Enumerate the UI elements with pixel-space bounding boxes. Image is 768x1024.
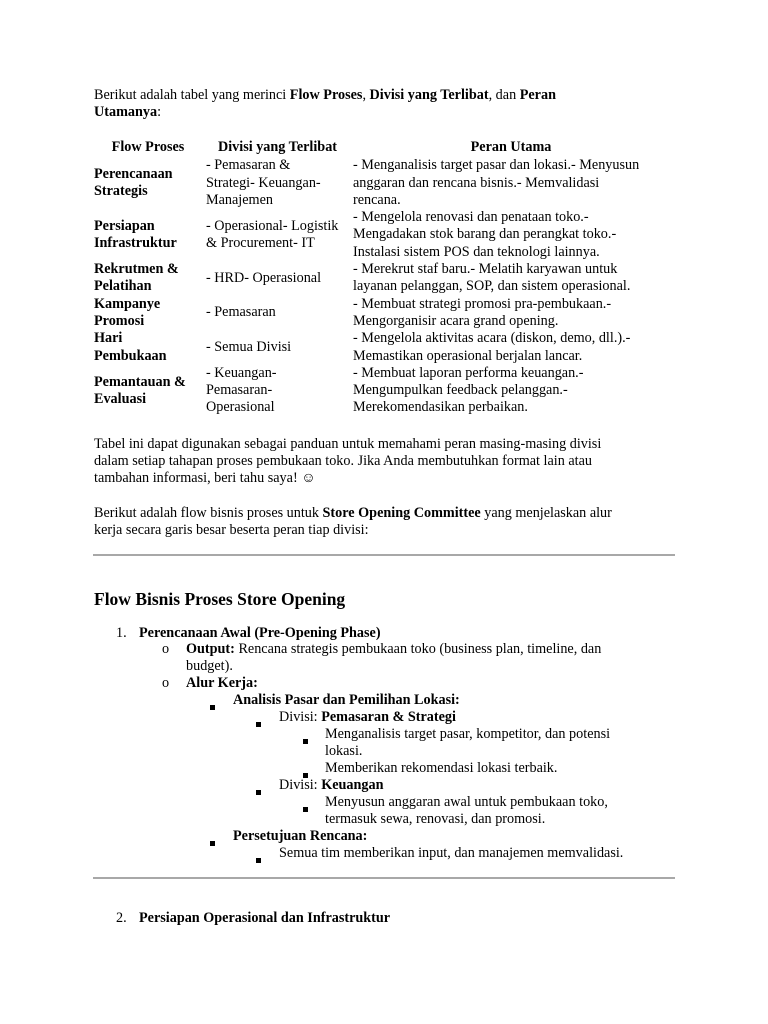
note-line: tambahan informasi, beri tahu saya! ☺ bbox=[94, 470, 316, 486]
table-row bbox=[92, 261, 671, 296]
divisi-cell bbox=[204, 330, 351, 365]
list-item-continuation: termasuk sewa, renovasi, dan promosi. bbox=[325, 811, 546, 827]
analisis-label: Analisis Pasar dan Pemilihan Lokasi: bbox=[233, 692, 460, 708]
flow-intro-text: yang menjelaskan alur bbox=[480, 505, 612, 521]
list-item: Semua tim memberikan input, dan manajemen memvalidasi. bbox=[279, 845, 624, 861]
cell-line: - Merekrut staf baru.- Melatih karyawan untuk bbox=[353, 261, 618, 278]
table-header-row bbox=[92, 138, 671, 157]
peran-cell bbox=[351, 296, 671, 331]
divisi-name: Pemasaran & Strategi bbox=[321, 709, 456, 725]
table-row bbox=[92, 365, 671, 417]
intro-text: : bbox=[157, 104, 162, 120]
divisi-prefix: Divisi: bbox=[279, 709, 322, 725]
intro-paragraph bbox=[94, 87, 634, 121]
cell-line: Hari bbox=[94, 330, 123, 347]
list-item-continuation: lokasi. bbox=[325, 743, 363, 759]
header-divisi: Divisi yang Terlibat bbox=[217, 139, 338, 155]
cell-line: Merekomendasikan perbaikan. bbox=[353, 399, 528, 416]
flow-cell bbox=[92, 330, 204, 365]
alur-kerja-label: Alur Kerja: bbox=[186, 675, 258, 691]
divisi-cell bbox=[204, 261, 351, 296]
header-peran: Peran Utama bbox=[470, 139, 552, 155]
step-number: 1. bbox=[116, 625, 127, 641]
section-title: Flow Bisnis Proses Store Opening bbox=[94, 589, 346, 609]
note-paragraph bbox=[94, 436, 674, 487]
cell-line: Instalasi sistem POS dan teknologi lainnya. bbox=[353, 243, 600, 260]
peran-cell bbox=[351, 261, 671, 296]
note-line: dalam setiap tahapan proses pembukaan toko. Jika Anda membutuhkan format lain atau bbox=[94, 453, 592, 469]
cell-line: Pemasaran- bbox=[206, 382, 273, 399]
cell-line: Operasional bbox=[206, 399, 275, 416]
square-bullet-icon bbox=[256, 851, 261, 868]
cell-line: rencana. bbox=[353, 191, 401, 208]
cell-line: Mengumpulkan feedback pelanggan.- bbox=[353, 382, 568, 399]
output-line-2: budget). bbox=[186, 658, 233, 674]
intro-text: , bbox=[362, 87, 370, 103]
step-2 bbox=[116, 910, 390, 927]
persetujuan-label: Persetujuan Rencana: bbox=[233, 828, 368, 844]
step-title: Perencanaan Awal (Pre-Opening Phase) bbox=[139, 625, 381, 641]
cell-line: Pemantauan & bbox=[94, 373, 186, 390]
cell-line: - Operasional- Logistik bbox=[206, 217, 339, 234]
divisi-line-pemasaran bbox=[279, 709, 456, 726]
divisi-line-keuangan bbox=[279, 777, 383, 794]
step-1 bbox=[116, 625, 381, 642]
flow-cell bbox=[92, 157, 204, 209]
output-text: Rencana strategis pembukaan toko (business plan, timeline, dan bbox=[234, 641, 602, 657]
step-number: 2. bbox=[116, 910, 127, 926]
flow-intro-bold: Store Opening Committee bbox=[322, 505, 481, 521]
cell-line: - Keuangan- bbox=[206, 364, 277, 381]
peran-cell bbox=[351, 209, 671, 261]
cell-line: Pelatihan bbox=[94, 278, 152, 295]
cell-line: layanan pelanggan, SOP, dan sistem operasional. bbox=[353, 278, 631, 295]
intro-text: , dan bbox=[488, 87, 520, 103]
cell-line: anggaran dan rencana bisnis.- Memvalidasi bbox=[353, 174, 600, 191]
cell-line: Strategi- Keuangan- bbox=[206, 174, 321, 191]
circle-bullet-icon: o bbox=[162, 675, 170, 691]
cell-line: Perencanaan bbox=[94, 165, 173, 182]
square-bullet-icon bbox=[210, 834, 215, 851]
circle-bullet-icon: o bbox=[162, 641, 170, 657]
cell-line: Strategis bbox=[94, 183, 148, 200]
square-bullet-icon bbox=[256, 715, 261, 732]
flow-cell bbox=[92, 365, 204, 417]
cell-line: Memastikan operasional berjalan lancar. bbox=[353, 347, 583, 364]
header-flow-proses: Flow Proses bbox=[111, 139, 185, 155]
cell-line: - Mengelola renovasi dan penataan toko.- bbox=[353, 209, 589, 226]
cell-line: Manajemen bbox=[206, 191, 273, 208]
cell-line: Rekrutmen & bbox=[94, 261, 179, 278]
table-row bbox=[92, 330, 671, 365]
table-body bbox=[92, 157, 671, 416]
cell-line: - Pemasaran bbox=[206, 304, 276, 321]
cell-line: - Pemasaran & bbox=[206, 157, 291, 174]
cell-line: & Procurement- IT bbox=[206, 235, 315, 252]
flow-intro-text: kerja secara garis besar beserta peran tiap divisi: bbox=[94, 522, 369, 538]
cell-line: - HRD- Operasional bbox=[206, 269, 322, 286]
flow-intro-paragraph bbox=[94, 505, 674, 539]
divisi-prefix: Divisi: bbox=[279, 777, 322, 793]
divisi-cell bbox=[204, 157, 351, 209]
divisi-cell bbox=[204, 296, 351, 331]
peran-cell bbox=[351, 330, 671, 365]
flow-cell bbox=[92, 261, 204, 296]
list-item: Menganalisis target pasar, kompetitor, dan potensi bbox=[325, 726, 611, 742]
cell-line: - Menganalisis target pasar dan lokasi.- Menyusun bbox=[353, 157, 640, 174]
cell-line: - Mengelola aktivitas acara (diskon, demo, dll.).- bbox=[353, 330, 631, 347]
cell-line: Persiapan bbox=[94, 217, 155, 234]
divisi-name: Keuangan bbox=[321, 777, 384, 793]
flow-cell bbox=[92, 209, 204, 261]
cell-line: - Membuat strategi promosi pra-pembukaan.- bbox=[353, 295, 612, 312]
list-item: Memberikan rekomendasi lokasi terbaik. bbox=[325, 760, 558, 776]
table-row bbox=[92, 209, 671, 261]
intro-text: Berikut adalah tabel yang merinci bbox=[94, 87, 290, 103]
cell-line: Promosi bbox=[94, 312, 145, 329]
table-row bbox=[92, 157, 671, 209]
cell-line: Evaluasi bbox=[94, 390, 147, 407]
square-bullet-icon bbox=[210, 698, 215, 715]
peran-cell bbox=[351, 365, 671, 417]
horizontal-rule bbox=[93, 877, 675, 879]
cell-line: - Semua Divisi bbox=[206, 338, 292, 355]
intro-bold-flow: Flow Proses bbox=[289, 87, 363, 103]
cell-line: Infrastruktur bbox=[94, 235, 177, 252]
intro-bold-peran: Peran bbox=[519, 87, 556, 103]
cell-line: Kampanye bbox=[94, 295, 161, 312]
divisi-cell bbox=[204, 209, 351, 261]
flow-table bbox=[92, 138, 671, 417]
cell-line: Mengorganisir acara grand opening. bbox=[353, 312, 559, 329]
table-row bbox=[92, 296, 671, 331]
cell-line: Mengadakan stok barang dan perangkat toko.- bbox=[353, 226, 617, 243]
square-bullet-icon bbox=[303, 800, 308, 817]
cell-line: - Membuat laporan performa keuangan.- bbox=[353, 364, 584, 381]
cell-line: Pembukaan bbox=[94, 347, 167, 364]
flow-cell bbox=[92, 296, 204, 331]
note-line: Tabel ini dapat digunakan sebagai panduan untuk memahami peran masing-masing divisi bbox=[94, 436, 602, 452]
list-item: Menyusun anggaran awal untuk pembukaan toko, bbox=[325, 794, 608, 810]
output-label: Output: bbox=[186, 641, 235, 657]
divisi-cell bbox=[204, 365, 351, 417]
peran-cell bbox=[351, 157, 671, 209]
step-title: Persiapan Operasional dan Infrastruktur bbox=[139, 910, 391, 926]
square-bullet-icon bbox=[303, 732, 308, 749]
output-line bbox=[186, 641, 601, 658]
horizontal-rule bbox=[93, 554, 675, 556]
intro-bold-utamanya: Utamanya bbox=[94, 104, 158, 120]
square-bullet-icon bbox=[256, 783, 261, 800]
intro-bold-divisi: Divisi yang Terlibat bbox=[369, 87, 489, 103]
flow-intro-text: Berikut adalah flow bisnis proses untuk bbox=[94, 505, 323, 521]
